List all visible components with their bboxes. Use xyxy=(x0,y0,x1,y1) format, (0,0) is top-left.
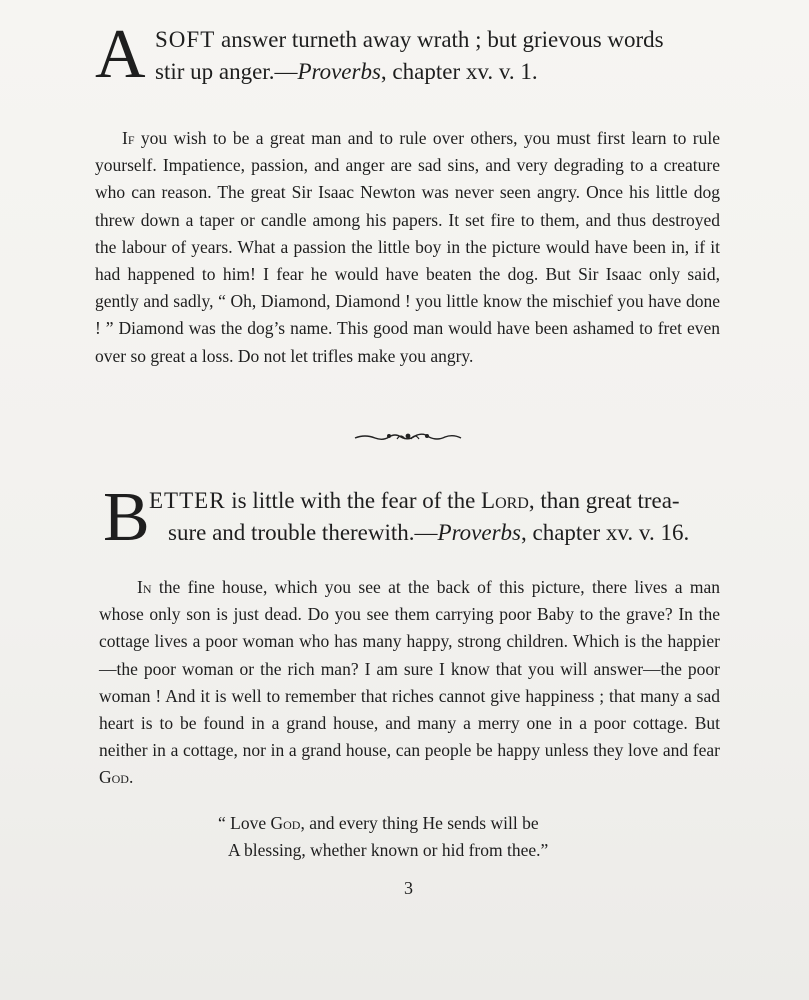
verse-text: is little with the fear of the xyxy=(225,488,482,513)
paragraph-end: . xyxy=(128,767,134,788)
verse-line-2 xyxy=(168,517,689,549)
paragraph-lead: If xyxy=(122,128,135,148)
drop-cap: B xyxy=(103,479,150,556)
paragraph-god: God xyxy=(99,767,129,788)
verse-heading xyxy=(95,16,720,97)
poem-couplet xyxy=(218,810,548,864)
verse-line-1 xyxy=(149,485,680,517)
verse-text: stir up anger.— xyxy=(155,59,298,84)
section-soft-answer xyxy=(95,16,720,370)
paragraph xyxy=(99,574,720,792)
verse-line-2 xyxy=(155,56,538,88)
verse-text: , than great trea- xyxy=(528,488,680,513)
verse-text: sure and trouble therewith.— xyxy=(168,520,438,545)
paragraph-text: the fine house, which you see at the back of this picture, there lives a man whose only son is just dead. Do you see them carrying poor Baby to the grave? In the cottage lives a poor woman who has many happy, strong children. Which is the happier—the poor woman or the rich man? I am sure I know that you will answer—the poor woman ! And it is well to remember that riches cannot give happiness ; that many a sad heart is to be found in a grand house, and many a merry one in a poor cottage. But neither in a cottage, nor in a grand house, can people be happy unless they love and fear xyxy=(99,577,720,761)
verse-lead-word: ETTER xyxy=(149,488,226,513)
paragraph xyxy=(95,125,720,370)
page-number: 3 xyxy=(404,878,413,898)
paragraph-lead: In xyxy=(137,577,152,597)
verse-source: Proverbs xyxy=(437,520,521,545)
drop-cap: A xyxy=(95,16,146,93)
verse-source: Proverbs xyxy=(297,59,381,84)
poem-text: , and every thing He sends will be xyxy=(300,813,539,833)
verse-reference: , chapter xv. v. 1. xyxy=(380,59,538,84)
verse-lead-word: SOFT xyxy=(155,27,216,52)
verse-lord: Lord xyxy=(481,488,529,513)
verse-text: answer turneth away wrath ; but grievous words xyxy=(215,27,664,52)
paragraph-text: you wish to be a great man and to rule over others, you must first learn to rule yourself. Impatience, passion, and anger are sad sins, and very degrading to a creature who can reason. The great Sir Isaac Newton was never seen angry. Once his little dog threw down a taper or candle among his papers. It set fire to them, and thus destroyed the labour of years. What a passion the little boy in the picture would have been in, if it had happened to him! I fear he would have beaten the dog. But Sir Isaac only said, gently and sadly, “ Oh, Diamond, Diamond ! you little know the mischief you have done ! ” Diamond was the dog’s name. This good man would have been ashamed to fret even over so great a loss. Do not let trifles make you angry. xyxy=(95,128,720,366)
poem-god: God xyxy=(270,813,301,833)
poem-text: “ Love xyxy=(218,813,271,833)
verse-line-1 xyxy=(155,24,664,56)
ornament-divider xyxy=(353,430,463,444)
poem-line-1 xyxy=(218,810,548,837)
verse-reference: , chapter xv. v. 16. xyxy=(521,520,690,545)
section-better-is-little xyxy=(95,479,720,792)
poem-line-2: A blessing, whether known or hid from thee.” xyxy=(228,840,549,860)
verse-heading xyxy=(95,479,720,560)
